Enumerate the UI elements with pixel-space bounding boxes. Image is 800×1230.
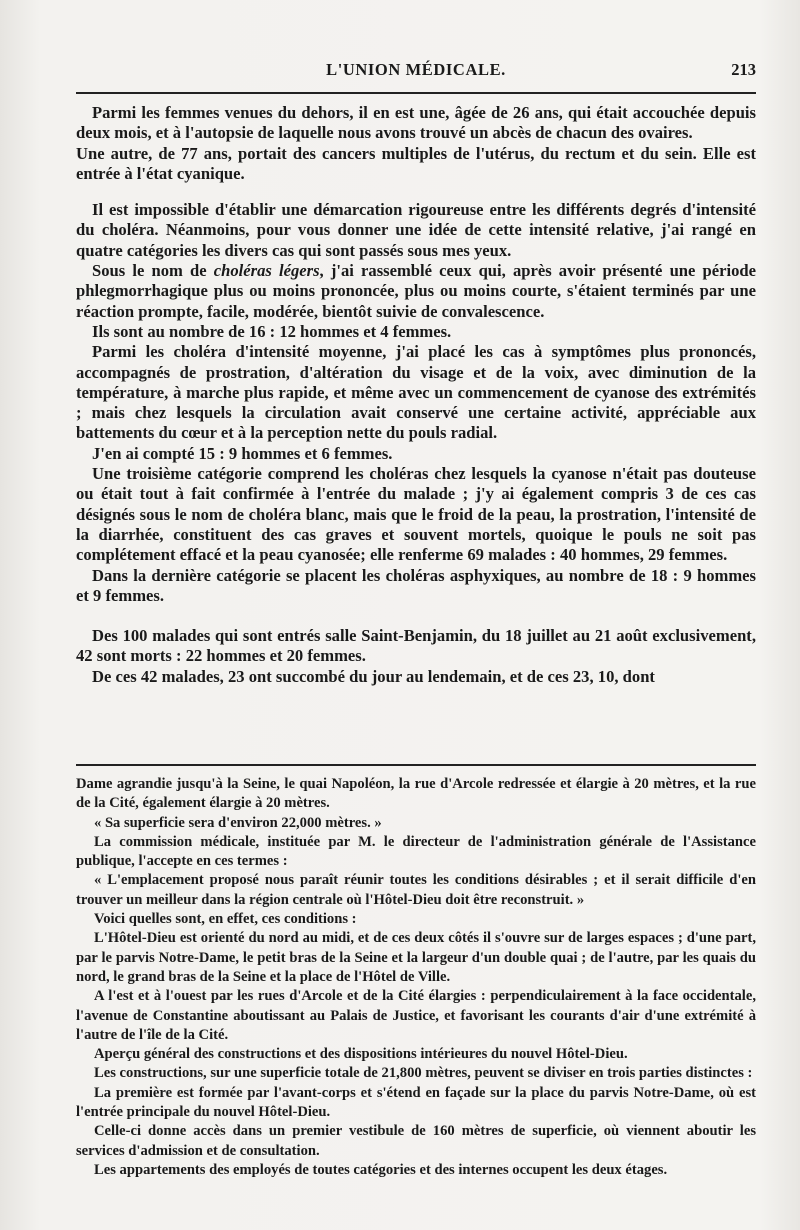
paragraph-succumbed: De ces 42 malades, 23 ont succombé du jour au lendemain, et de ces 23, 10, dont [92,666,655,686]
running-title: L'UNION MÉDICALE. [326,60,506,79]
light-cholera-rest: , j'ai rassemblé ceux qui, après avoir présenté une période phlegmorrhagique plus ou moins prononcée, plus ou moins courte, s'étaient terminés par une réaction prompte, facile, modérée, bientôt suivie de convalescence. [76,261,757,321]
note-paragraph: « Sa superficie sera d'environ 22,000 mètres. » [94,814,382,831]
paragraph-light-count: Ils sont au nombre de 16 : 12 hommes et 4 femmes. [92,321,452,341]
note-paragraph: La première est formée par l'avant-corps et s'étend en façade sur la place du parvis Notre-Dame, où est l'entrée principale du nouvel Hôtel-Dieu. [76,1084,756,1121]
paragraph-cancer-case: Une autre, de 77 ans, portait des cancers multiples de l'utérus, du rectum et du sein. Elle est entrée à l'état cyanique. [76,143,756,183]
main-text [76,103,756,687]
header-rule [76,92,756,94]
paragraph-mortality: Des 100 malades qui sont entrés salle Saint-Benjamin, du 18 juillet au 21 août exclusivement, 42 sont morts : 22 hommes et 20 femmes. [76,626,756,666]
note-paragraph: Voici quelles sont, en effet, ces conditions : [94,911,357,928]
note-paragraph: A l'est et à l'ouest par les rues d'Arcole et de la Cité élargies : perpendiculairement à la face occidentale, l'avenue de Constantine aboutissant au Palais de Justice, et favorisant les courants d'air d'une extrémité à l'autre de l'île de la Cité. [76,988,756,1043]
footnote-rule [76,764,756,766]
note-paragraph: Dame agrandie jusqu'à la Seine, le quai Napoléon, la rue d'Arcole redressée et élargie à 20 mètres, et la rue de la Cité, également élargie à 20 mètres. [76,776,756,812]
note-paragraph: La commission médicale, instituée par M. le directeur de l'administration générale de l'Assistance publique, l'accepte en ces termes : [76,833,756,870]
note-paragraph: « L'emplacement proposé nous paraît réunir toutes les conditions désirables ; et il serait difficile d'en trouver un meilleur dans la région centrale où l'Hôtel-Dieu doit être reconstruit. » [76,872,756,908]
note-paragraph: Les constructions, sur une superficie totale de 21,800 mètres, peuvent se diviser en trois parties distinctes : [94,1065,753,1082]
paragraph-asphyxic: Dans la dernière catégorie se placent les choléras asphyxiques, au nombre de 18 : 9 hommes et 9 femmes. [76,565,756,605]
note-paragraph: Celle-ci donne accès dans un premier vestibule de 160 mètres de superficie, où viennent aboutir les services d'admission et de consultation. [76,1123,756,1159]
page-header [76,60,756,84]
paragraph-moderate-count: J'en ai compté 15 : 9 hommes et 6 femmes. [92,443,393,463]
page-number: 213 [731,60,756,79]
paragraph-demarcation: Il est impossible d'établir une démarcation rigoureuse entre les différents degrés d'intensité du choléra. Néanmoins, pour vous donner une idée de cette intensité relative, j'ai rangé en quatre catégories les divers cas qui sont passés sous mes yeux. [76,200,756,260]
note-paragraph: Aperçu général des constructions et des dispositions intérieures du nouvel Hôtel-Dieu. [94,1046,628,1063]
light-cholera-lead: Sous le nom de [92,261,214,281]
paragraph-third-category: Une troisième catégorie comprend les choléras chez lesquels la cyanose n'était pas douteuse ou était tout à fait confirmée à l'entrée du malade ; j'y ai également compris 3 de ces cas désignés sous le nom de choléra blanc, mais que le froid de la peau, la prostration, l'intensité de la diarrhée, constituent des cas graves et souvent mortels, quoique le pouls ne soit pas complétement effacé et la peau cyanosée; elle renferme 69 malades : 40 hommes, 29 femmes. [76,464,756,565]
paragraph-moderate-cholera: Parmi les choléra d'intensité moyenne, j'ai placé les cas à symptômes plus prononcés, accompagnés de prostration, d'altération du visage et de la voix, avec diminution de la température, à marche plus rapide, et même avec un commencement de cyanose des extrémités ; mais chez lesquels la circulation avait conservé une certaine activité, appréciable aux battements du cœur et à la perception nette du pouls radial. [76,342,756,443]
paragraph-women-outside: Parmi les femmes venues du dehors, il en est une, âgée de 26 ans, qui était accouchée depuis deux mois, et à l'autopsie de laquelle nous avons trouvé un abcès de chacun des ovaires. [76,103,756,143]
note-paragraph: Les appartements des employés de toutes catégories et des internes occupent les deux étages. [94,1161,668,1178]
paragraph-light-cholera [76,261,756,322]
footnote-text [76,775,756,1180]
note-paragraph: L'Hôtel-Dieu est orienté du nord au midi, et de ces deux côtés il s'ouvre sur de larges espaces ; d'une part, par le parvis Notre-Dame, le petit bras de la Seine et la largeur d'un double quai ; de l'autre, par les quais du nord, le grand bras de la Seine et la place de l'Hôtel de Ville. [76,930,756,985]
light-cholera-term: choléras légers [213,261,320,281]
